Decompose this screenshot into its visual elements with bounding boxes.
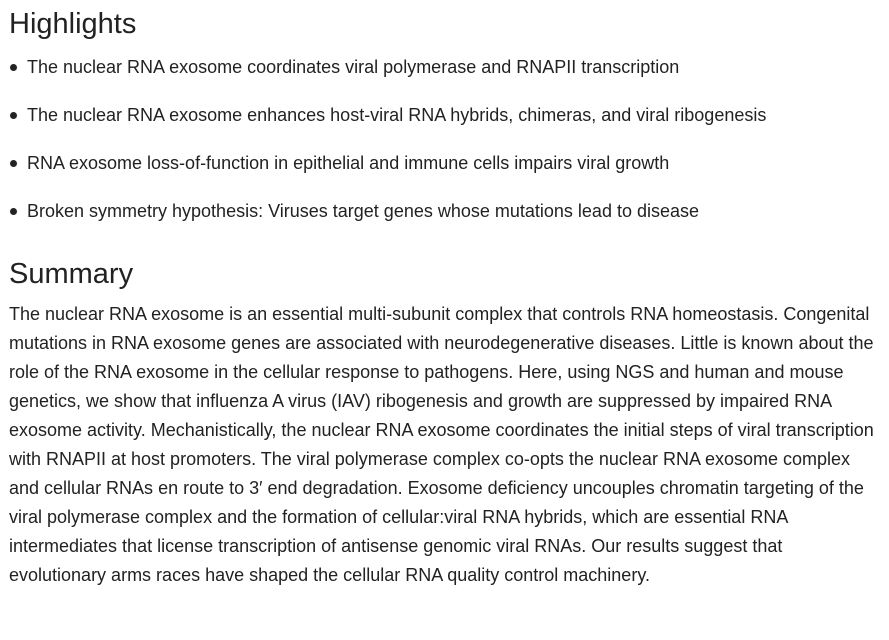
bullet-icon [10,160,17,167]
highlight-item [9,149,879,177]
highlight-item [9,101,879,129]
highlight-text: The nuclear RNA exosome coordinates viral polymerase and RNAPII transcription [27,57,680,77]
highlight-text: The nuclear RNA exosome enhances host-viral RNA hybrids, chimeras, and viral ribogenesis [27,105,767,125]
bullet-icon [10,112,17,119]
highlights-heading: Highlights [9,8,137,40]
summary-paragraph: The nuclear RNA exosome is an essential multi-subunit complex that controls RNA homeostasis. Congenital mutations in RNA exosome genes are associated with neurodegenerative diseases. Little is known about the role of the RNA exosome in the cellular response to pathogens. Here, using NGS and human and mouse genetics, we show that influenza A virus (IAV) ribogenesis and growth are suppressed by impaired RNA exosome activity. Mechanistically, the nuclear RNA exosome coordinates the initial steps of viral transcription with RNAPII at host promoters. The viral polymerase complex co-opts the nuclear RNA exosome complex and cellular RNAs en route to 3′ end degradation. Exosome deficiency uncouples chromatin targeting of the viral polymerase complex and the formation of cellular:viral RNA hybrids, which are essential RNA intermediates that license transcription of antisense genomic viral RNAs. Our results suggest that evolutionary arms races have shaped the cellular RNA quality control machinery. [9,304,874,585]
highlight-item [9,53,879,81]
highlight-text: Broken symmetry hypothesis: Viruses target genes whose mutations lead to disease [27,201,700,221]
highlight-item [9,197,879,225]
highlights-list [9,53,879,245]
bullet-icon [10,64,17,71]
summary-heading: Summary [9,258,134,290]
bullet-icon [10,208,17,215]
highlight-text: RNA exosome loss-of-function in epithelial and immune cells impairs viral growth [27,153,670,173]
